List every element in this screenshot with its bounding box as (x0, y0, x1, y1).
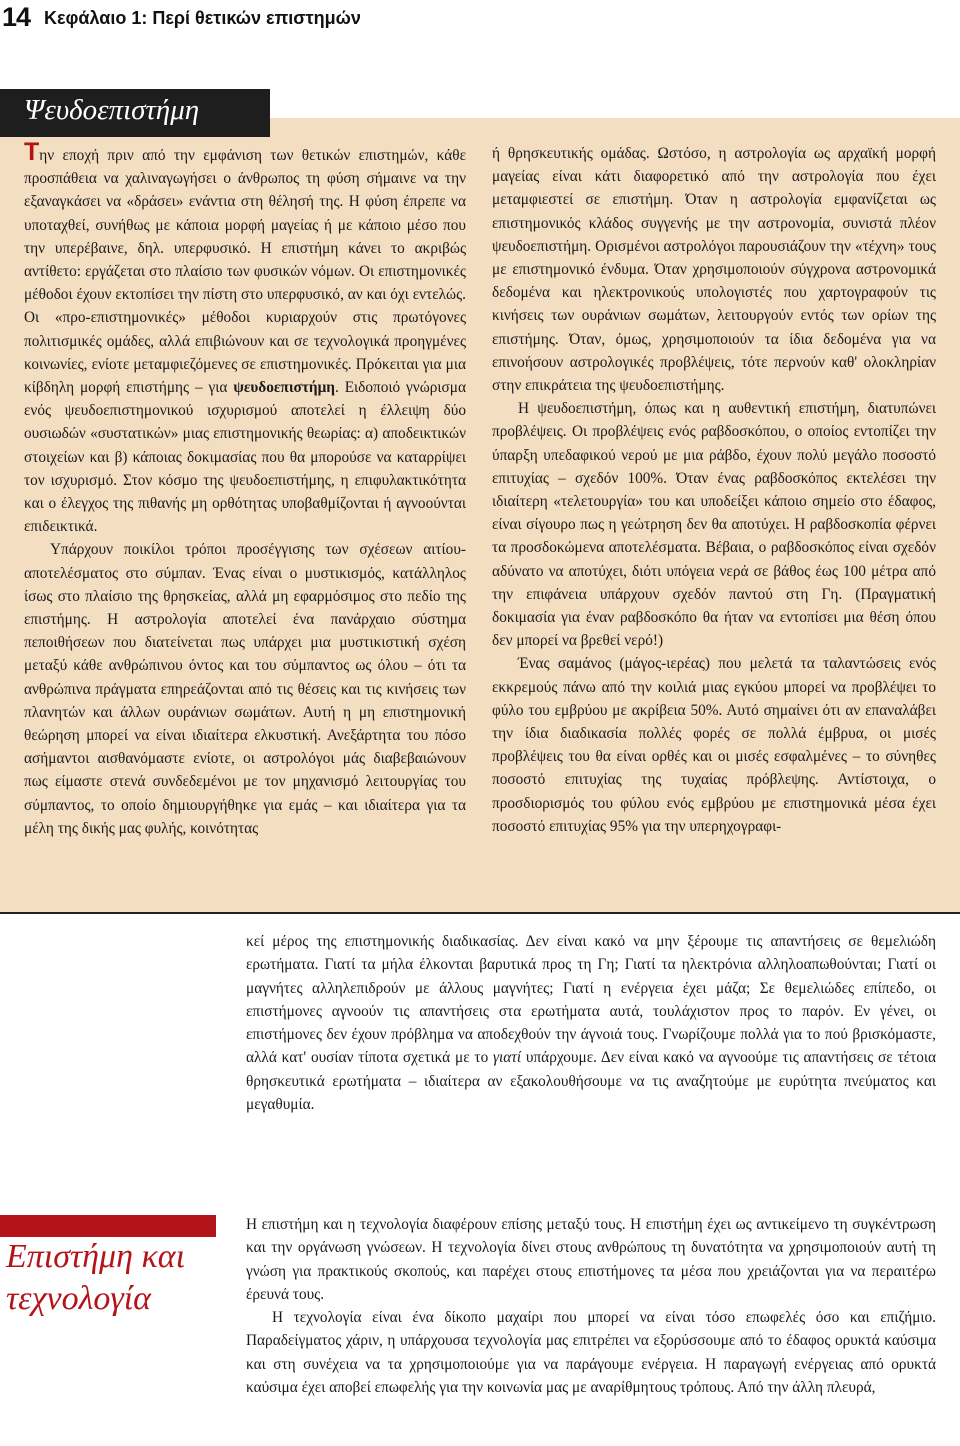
box-left-paragraph-2: Υπάρχουν ποικίλοι τρόποι προσέγγισης των σχέσεων αιτίου-αποτελέσματος στο σύμπαν. Ένας είναι ο μυστικισμός, κατάλληλος ίσως στο πλαίσιο της θρησκείας, αλλά μη εφαρμόσιμος στο πεδίο της επιστήμης. Η αστρολογία αποτελεί ένα πανάρχαιο σύστημα πεποιθήσεων που διατείνεται πως υπάρχει μια μυστικιστική σχέση μεταξύ κάθε ανθρώπινου όντος και του σύμπαντος ως όλου – ότι τα ανθρώπινα πράγματα επηρεάζονται από τις θέσεις και τις κινήσεις των πλανητών και άλλων ουράνιων σωμάτων. Αυτή η μη επιστημονική θεώρηση μπορεί να είναι ιδιαίτερα ελκυστική. Ανεξάρτητα του πόσο ασήμαντοι αισθανόμαστε ενίοτε, οι αστρολόγοι μάς διαβεβαιώνουν πως είμαστε στενά συνδεδεμένοι με τον μηχανισμό λειτουργίας του σύμπαντος, το οποίο δημιουργήθηκε για εμάς – και ιδιαίτερα για τα μέλη της δικής μας φυλής, κοινότητας (24, 541, 466, 837)
box-title-bar (0, 89, 270, 137)
box-right-paragraph-1: ή θρησκευτικής ομάδας. Ωστόσο, η αστρολογία ως αρχαϊκή μορφή μαγείας είναι κάτι διαφορετικό από την αστρολογία που έχει μεταμφιεστεί σε επιστήμη. Όταν η αστρολογία εμφανίζεται ως επιστημονικός κλάδος συγγενής με την αστρονομία, συνιστά πλέον ψευδοεπιστήμη. Ορισμένοι αστρολόγοι παρουσιάζουν την «τέχνη» τους με επιστημονικό ένδυμα. Όταν χρησιμοποιούν σύγχρονα αστρονομικά δεδομένα και ηλεκτρονικούς υπολογιστές που χαρτογραφούν τις κινήσεις των ουράνιων σωμάτων, λειτουργούν εντός των ορίων της επιστήμης. Όταν, όμως, χρησιμοποιούν τα ίδια δεδομένα για να επινοήσουν αστρολογικές προβλέψεις, τότε περνούν καθ' ολοκληρίαν στην επικράτεια της ψευδοεπιστήμης. (492, 145, 936, 395)
main-body-text (246, 930, 936, 1116)
bold-term: ψευδοεπιστήμη (233, 379, 335, 397)
box-right-paragraph-3: Ένας σαμάνος (μάγος-ιερέας) που μελετά τα ταλαντώσεις ενός εκκρεμούς πάνω από την κοιλιά μιας εγκύου μπορεί να προβλέψει το φύλο του εμβρύου με ακρίβεια 50%. Αυτό σημαίνει ότι αν επαναλάβει την ίδια διαδικασία πολλές φορές σε πολλά έμβρυα, οι μισές προβλέψεις του θα είναι ορθές και οι μισές εσφαλμένες – το σύνηθες ποσοστό επιτυχίας της τυχαίας πρόβλεψης. Αντίστοιχα, ο προσδιορισμός του φύλου ενός εμβρύου με επιστημονικά μέσα έχει ποσοστό επιτυχίας 95% για την υπερηχογραφι- (492, 655, 936, 835)
box-right-column (492, 142, 936, 838)
page-number: 14 (2, 2, 31, 32)
box-left-paragraph-1: Την εποχή πριν από την εμφάνιση των θετικών επιστημών, κάθε προσπάθεια να χαλιναγωγήσει ο άνθρωπος τη φύση σήμαινε να την εξαναγκάσει να «δράσει» ενάντια στη θέλησή της. Η φύση έπρεπε να υποταχθεί, συνήθως με κάποια μορφή μαγείας ή με κάποιο μέσο που την υπερέβαινε, δηλ. υπερφυσικό. Η επιστήμη κάνει το ακριβώς αντίθετο: εργάζεται στο πλαίσιο των φυσικών νόμων. Οι επιστημονικές μέθοδοι έχουν εκτοπίσει την πίστη στο υπερφυσικό, αν και όχι εντελώς. Οι «προ-επιστημονικές» μέθοδοι κυριαρχούν στις πρωτόγονες πολιτισμικές ομάδες, αλλά επιβιώνουν και σε τεχνολογικά προηγμένες κοινωνίες, ενίοτε μεταμφιεζόμενες σε επιστημονικές. Πρόκειται για μια κίβδηλη μορφή επιστήμης – για ψευδοεπιστήμη. Ειδοποιό γνώρισμα ενός ψευδοεπιστημονικού ισχυρισμού αποτελεί η έλλειψη δύο ουσιωδών «συστατικών» μιας επιστημονικής θεωρίας: α) αποδεικτικών στοιχείων και β) κάποιας δοκιμασίας που θα μπορούσε να καταρρίψει τον ισχυρισμό. Στον κόσμο της ψευδοεπιστήμης, η επιφυλακτικότητα και ο έλεγχος της πιθανής μη ορθότητας υποβαθμίζονται ή αγνοούνται επιδεικτικά. (24, 138, 466, 536)
box-right-paragraph-2: Η ψευδοεπιστήμη, όπως και η αυθεντική επιστήμη, διατυπώνει προβλέψεις. Οι προβλέψεις ενός ραβδοσκόπου, ο οποίος εντοπίζει την ύπαρξη υπεδαφικού νερού με μια ράβδο, έχουν πολύ μεγάλο ποσοστό επιτυχίας – σχεδόν 100%. Όταν ένας ραβδοσκόπος εκτελέσει την ιδιαίτερη «τελετουργία» του και υποδείξει κάποιο σημείο στο έδαφος, είναι σίγουρο πως η γεώτρηση δεν θα αποτύχει. Η ραβδοσκοπία φέρνει τα προσδοκώμενα αποτελέσματα. Βέβαια, ο ραβδοσκόπος είναι σχεδόν αδύνατο να αποτύχει, διότι υπόγεια νερά σε βάθος έως 100 μέτρα από την επιφάνεια υπάρχουν σχεδόν παντού στη Γη. (Πραγματική δοκιμασία για έναν ραβδοσκόπο θα ήταν να εντοπίσει μια θέση όπου δεν μπορεί να βρεθεί νερό!) (492, 400, 936, 650)
box-left-column (24, 138, 466, 840)
italic-word: γιατί (493, 1049, 522, 1067)
body-paragraph-1: κεί μέρος της επιστημονικής διαδικασίας. Δεν είναι κακό να μην ξέρουμε τις απαντήσεις σε θεμελιώδη ερωτήματα. Γιατί τα μήλα έλκονται βαρυτικά προς τη Γη; Γιατί τα ηλεκτρόνια αλληλοαπωθούνται; Γιατί οι μαγνήτες αλληλεπιδρούν με άλλους μαγνήτες; Γιατί η ενέργεια έχει μάζα; Σε θεμελιώδες επίπεδο, οι επιστήμονες αγνοούν τις απαντήσεις στα ερωτήματα αυτά, τουλάχιστον προς το παρόν. Εν γένει, οι επιστήμονες δεν έχουν πρόβλημα να αποδεχθούν την άγνοιά τους. Γνωρίζουμε πολλά για το πού βρισκόμαστε, αλλά κατ' ουσίαν τίποτα σχετικά με το γιατί υπάρχουμε. Δεν είναι κακό να αγνοούμε τις απαντήσεις σε τέτοια θρησκευτικά ερωτήματα – ιδιαίτερα αν εξακολουθήσουμε να τις αναζητούμε με ευρύτητα πνεύματος και μεγαθυμία. (246, 933, 936, 1114)
chapter-running-title: Κεφάλαιο 1: Περί θετικών επιστημών (44, 8, 361, 28)
section-paragraph-1: Η επιστήμη και η τεχνολογία διαφέρουν επίσης μεταξύ τους. Η επιστήμη έχει ως αντικείμενο τη συγκέντρωση και την οργάνωση γνώσεων. Η τεχνολογία δίνει στους ανθρώπους τη δυνατότητα να χρησιμοποιούν αυτή τη γνώση για πρακτικούς σκοπούς, και παρέχει στους επιστήμονες τα μέσα που χρειάζονται για να περαιτέρω έρευνά τους. (246, 1216, 936, 1303)
page-header (0, 0, 960, 40)
section-body-text (246, 1213, 936, 1399)
box-title: Ψευδοεπιστήμη (24, 94, 200, 126)
drop-cap: Τ (24, 138, 40, 166)
section-title: Επιστήμη και τεχνολογία (6, 1238, 186, 1317)
section-paragraph-2: Η τεχνολογία είναι ένα δίκοπο μαχαίρι που μπορεί να είναι τόσο επωφελές όσο και επιζήμιο. Παραδείγματος χάριν, η υπάρχουσα τεχνολογία μας επιτρέπει να εξορύσσουμε από το έδαφος ορυκτά καύσιμα και στη συνέχεια να τα χρησιμοποιούμε για να παράγουμε ενέργεια. Η παραγωγή ενέργειας από ορυκτά καύσιμα έχει αποβεί επωφελής για την κοινωνία μας με αναρίθμητους τρόπους. Από την άλλη πλευρά, (246, 1309, 936, 1397)
section-accent-bar (0, 1215, 216, 1237)
